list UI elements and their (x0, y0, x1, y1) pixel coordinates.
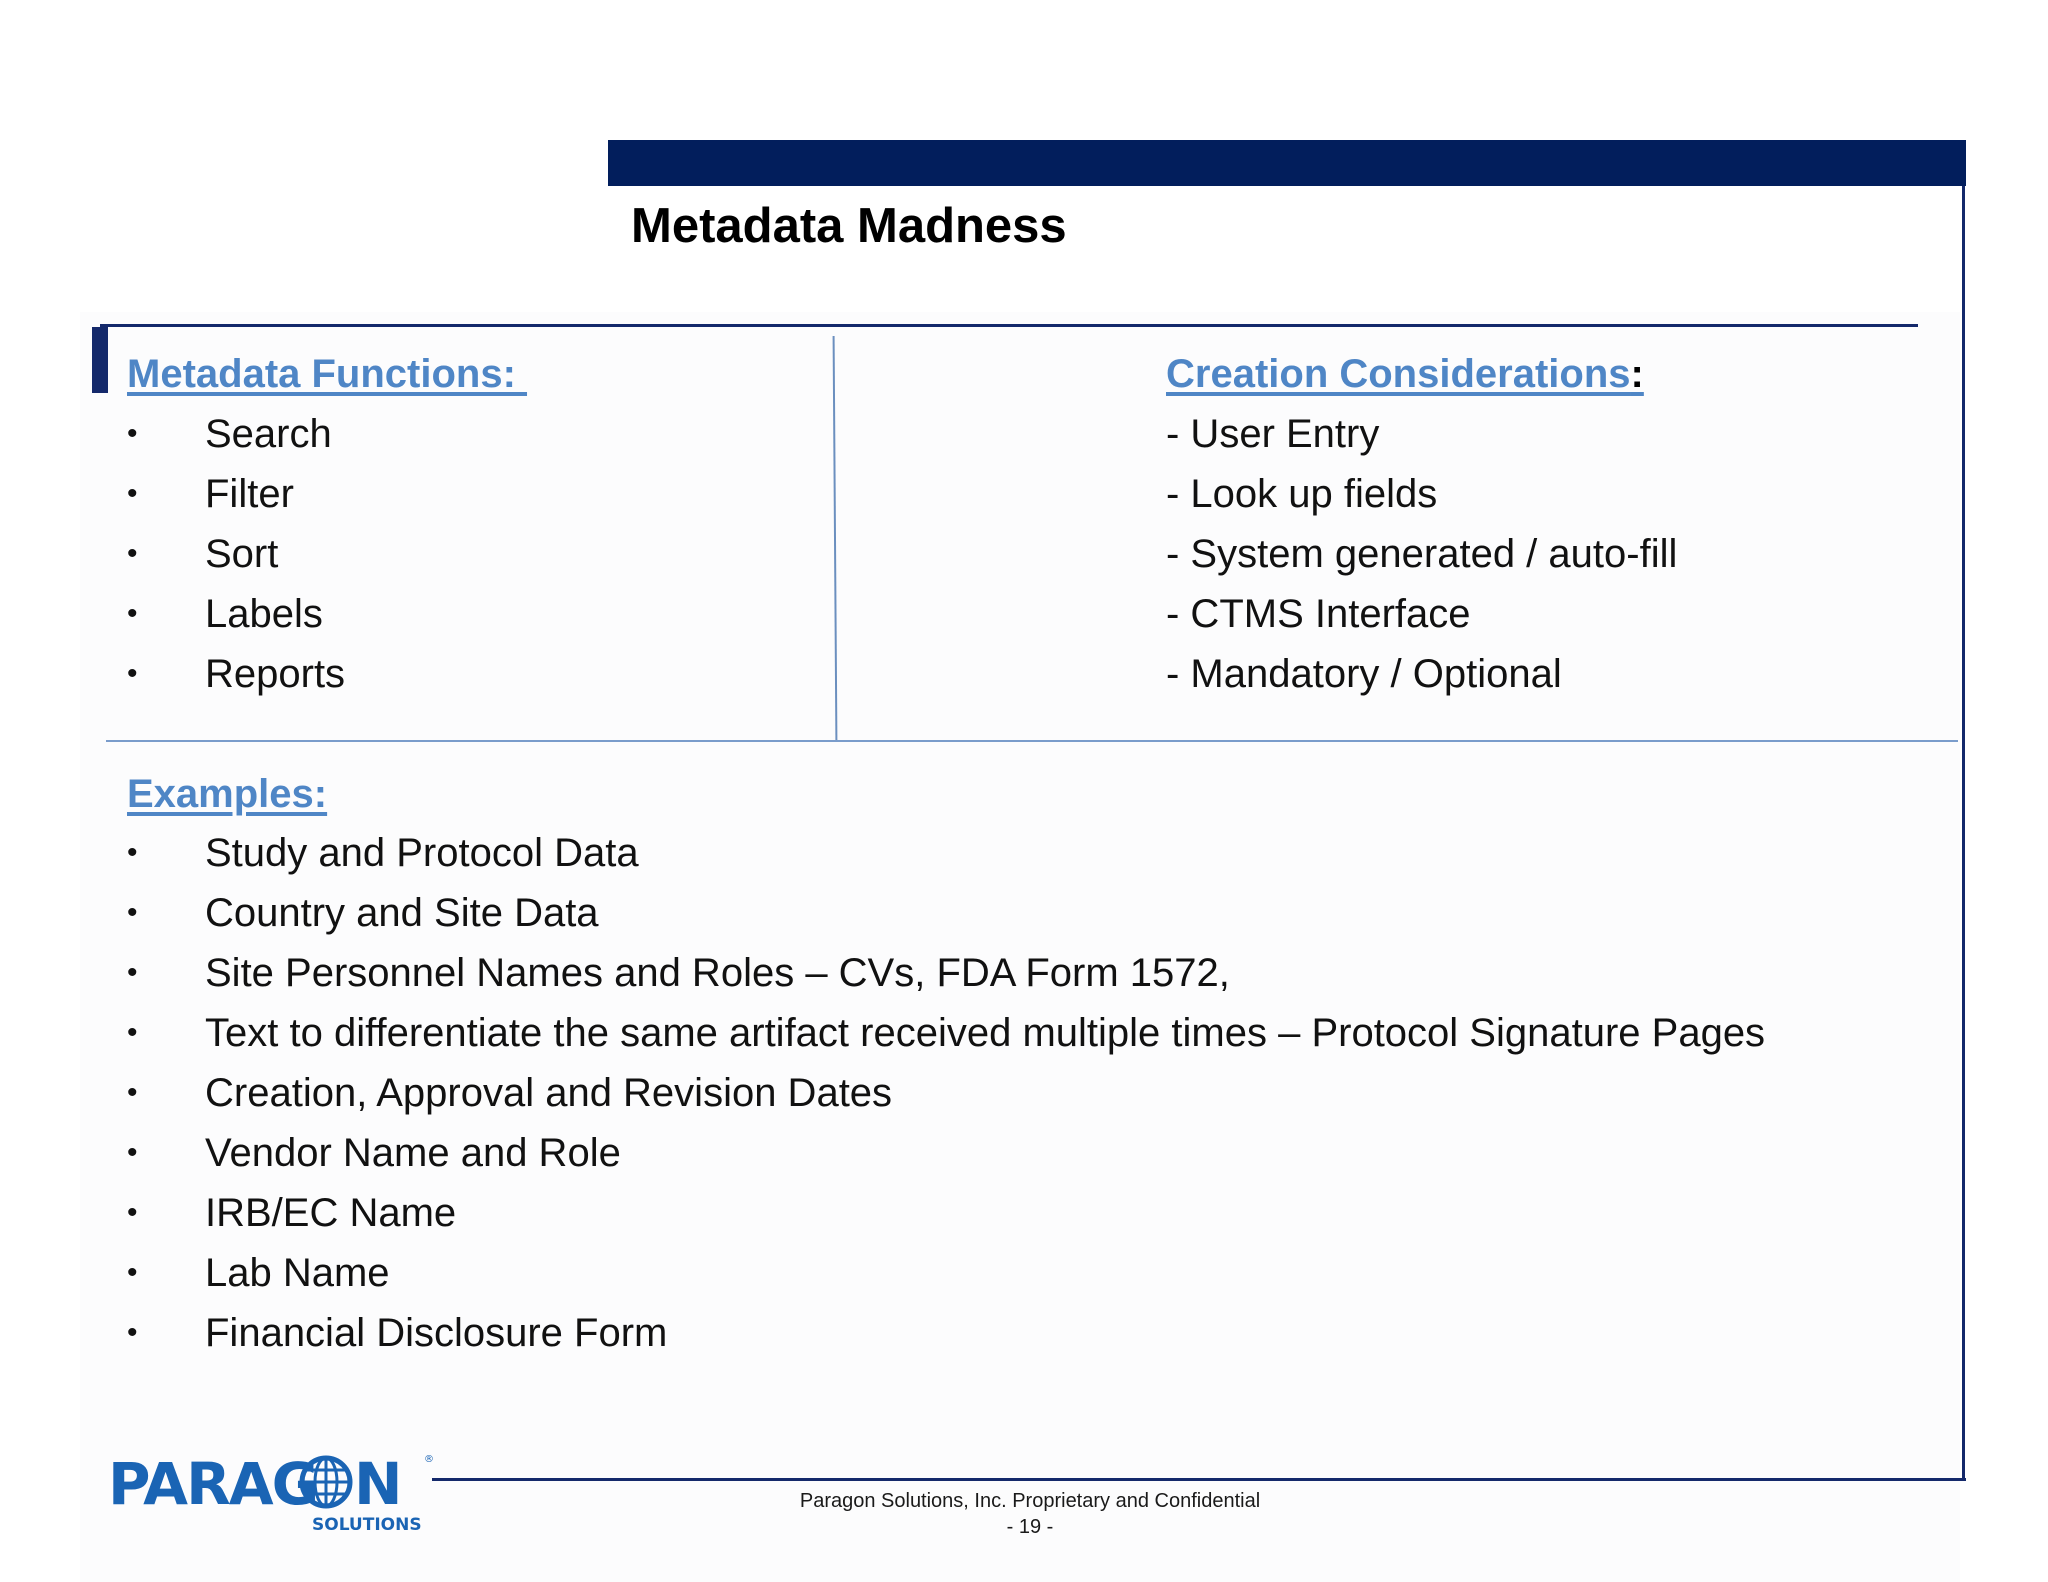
example-item-text: Text to differentiate the same artifact received multiple times – Protocol Signature Pages (205, 1011, 1766, 1055)
footer-rule (432, 1478, 1966, 1481)
example-item-text: IRB/EC Name (205, 1191, 457, 1235)
example-item-text: Financial Disclosure Form (205, 1311, 668, 1355)
example-item-text: Vendor Name and Role (205, 1131, 621, 1175)
bullet-marker: • (127, 417, 138, 450)
slide-right-border (1962, 186, 1965, 1480)
bullet-marker: • (127, 1016, 138, 1049)
paragon-logo (106, 1446, 436, 1536)
examples-heading: Examples: (127, 772, 328, 816)
section-accent-block (92, 327, 108, 393)
example-item-text: Country and Site Data (205, 891, 599, 935)
considerations-heading-colon: : (1630, 352, 1644, 396)
consideration-item: - User Entry (1166, 412, 1380, 456)
function-item-text: Labels (205, 592, 323, 636)
example-item-text: Lab Name (205, 1251, 390, 1295)
bullet-marker: • (127, 537, 138, 570)
considerations-list (1166, 404, 1677, 704)
considerations-heading-text: Creation Considerations (1166, 352, 1631, 396)
function-item-text: Sort (205, 532, 279, 576)
footer-confidential: Paragon Solutions, Inc. Proprietary and Confidential (799, 1490, 1261, 1512)
consideration-item: - Look up fields (1166, 472, 1438, 516)
bullet-marker: • (127, 896, 138, 929)
globe-icon (302, 1458, 350, 1506)
bullet-marker: • (127, 836, 138, 869)
bullet-marker: • (127, 1136, 138, 1169)
logo-wordmark-part-1: PARAG (108, 1450, 318, 1518)
bullet-marker: • (127, 657, 138, 690)
title-bar (608, 140, 1966, 186)
consideration-item: - CTMS Interface (1166, 592, 1471, 636)
section-divider (106, 740, 1958, 742)
functions-heading: Metadata Functions: (127, 352, 528, 396)
slide-title: Metadata Madness (631, 199, 1067, 253)
logo-wordmark-part-2: N (354, 1450, 403, 1518)
bullet-marker: • (127, 597, 138, 630)
footer (790, 1488, 1270, 1540)
example-item-text: Creation, Approval and Revision Dates (205, 1071, 893, 1115)
bullet-marker: • (127, 1256, 138, 1289)
registered-mark: ® (424, 1454, 434, 1465)
bullet-marker: • (127, 1196, 138, 1229)
function-item-text: Search (205, 412, 332, 456)
example-item-text: Site Personnel Names and Roles – CVs, FDA Form 1572, (205, 951, 1230, 995)
consideration-item: - System generated / auto-fill (1166, 532, 1678, 576)
bullet-marker: • (127, 1316, 138, 1349)
title-divider (100, 324, 1918, 327)
considerations-heading (1166, 352, 1644, 397)
bullet-marker: • (127, 477, 138, 510)
consideration-item: - Mandatory / Optional (1166, 652, 1562, 696)
function-item-text: Reports (205, 652, 346, 696)
bullet-marker: • (127, 956, 138, 989)
bullet-marker: • (127, 1076, 138, 1109)
function-item-text: Filter (205, 472, 294, 516)
example-item-text: Study and Protocol Data (205, 831, 639, 875)
logo-subtitle: SOLUTIONS (312, 1515, 422, 1535)
page-number: - 19 - (1006, 1516, 1054, 1538)
